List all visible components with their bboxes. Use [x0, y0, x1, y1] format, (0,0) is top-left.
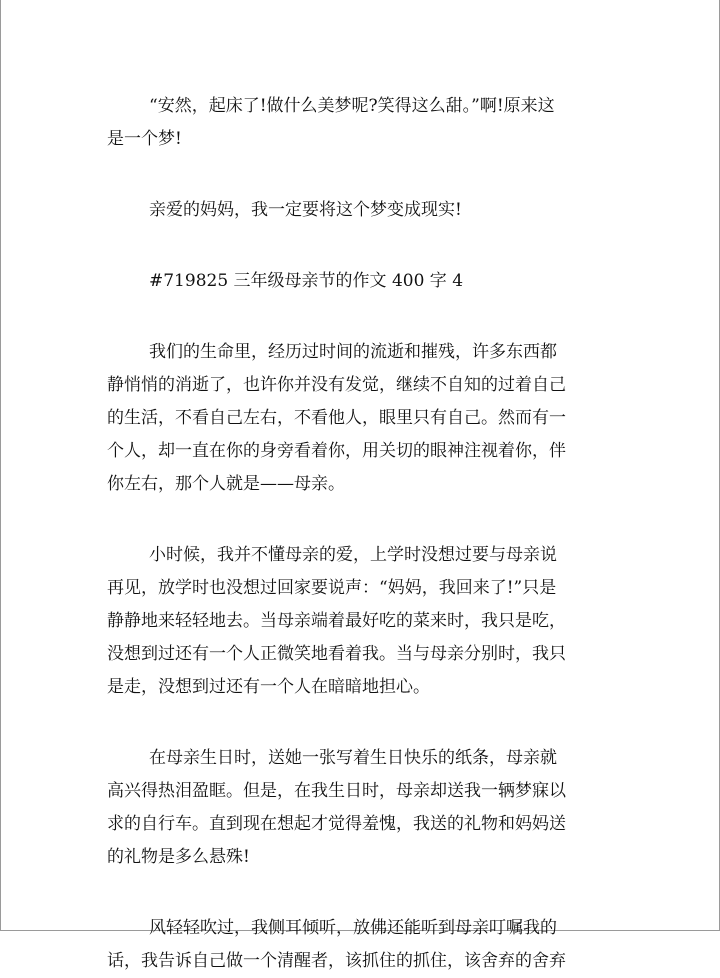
text-line: 静静地来轻轻地去。当母亲端着最好吃的菜来时，我只是吃， — [107, 611, 566, 631]
paragraph-promise — [107, 194, 627, 227]
text-line: 的礼物是多么悬殊! — [107, 847, 250, 867]
essay-title: #719825 三年级母亲节的作文 400 字 4 — [149, 271, 464, 291]
paragraph-life — [107, 336, 627, 501]
paragraph-childhood — [107, 539, 627, 704]
paragraph-wind — [107, 912, 627, 978]
text-line: 小时候，我并不懂母亲的爱，上学时没想过要与母亲说 — [149, 545, 557, 565]
text-line: 再见，放学时也没想过回家要说声：“妈妈，我回来了!”只是 — [107, 578, 557, 598]
text-line: 静悄悄的消逝了，也许你并没有发觉，继续不自知的过着自己 — [107, 375, 566, 395]
text-line: 风轻轻吹过，我侧耳倾听，放佛还能听到母亲叮嘱我的 — [149, 918, 557, 938]
text-line: 求的自行车。直到现在想起才觉得羞愧，我送的礼物和妈妈送 — [107, 814, 566, 834]
text-line: 我们的生命里，经历过时间的流逝和摧残，许多东西都 — [149, 342, 557, 362]
paragraph-dream — [107, 90, 627, 156]
text-line: 你左右，那个人就是——母亲。 — [107, 474, 345, 494]
text-line: 话，我告诉自己做一个清醒者，该抓住的抓住，该舍弃的舍弃 — [107, 951, 566, 971]
text-line: 是一个梦! — [107, 129, 182, 149]
paragraph-birthday — [107, 742, 627, 874]
text-line: “安然，起床了!做什么美梦呢?笑得这么甜。”啊!原来这 — [149, 96, 555, 116]
text-line: 在母亲生日时，送她一张写着生日快乐的纸条，母亲就 — [149, 748, 557, 768]
text-line: 个人，却一直在你的身旁看着你，用关切的眼神注视着你，伴 — [107, 441, 566, 461]
document-body — [107, 90, 627, 978]
text-line: 的生活，不看自己左右，不看他人，眼里只有自己。然而有一 — [107, 408, 566, 428]
text-line: 是走，没想到过还有一个人在暗暗地担心。 — [107, 677, 430, 697]
text-line: 亲爱的妈妈，我一定要将这个梦变成现实! — [149, 200, 462, 220]
essay-heading — [107, 265, 627, 298]
text-line: 高兴得热泪盈眶。但是，在我生日时，母亲却送我一辆梦寐以 — [107, 781, 566, 801]
text-line: 没想到过还有一个人正微笑地看着我。当与母亲分别时，我只 — [107, 644, 566, 664]
